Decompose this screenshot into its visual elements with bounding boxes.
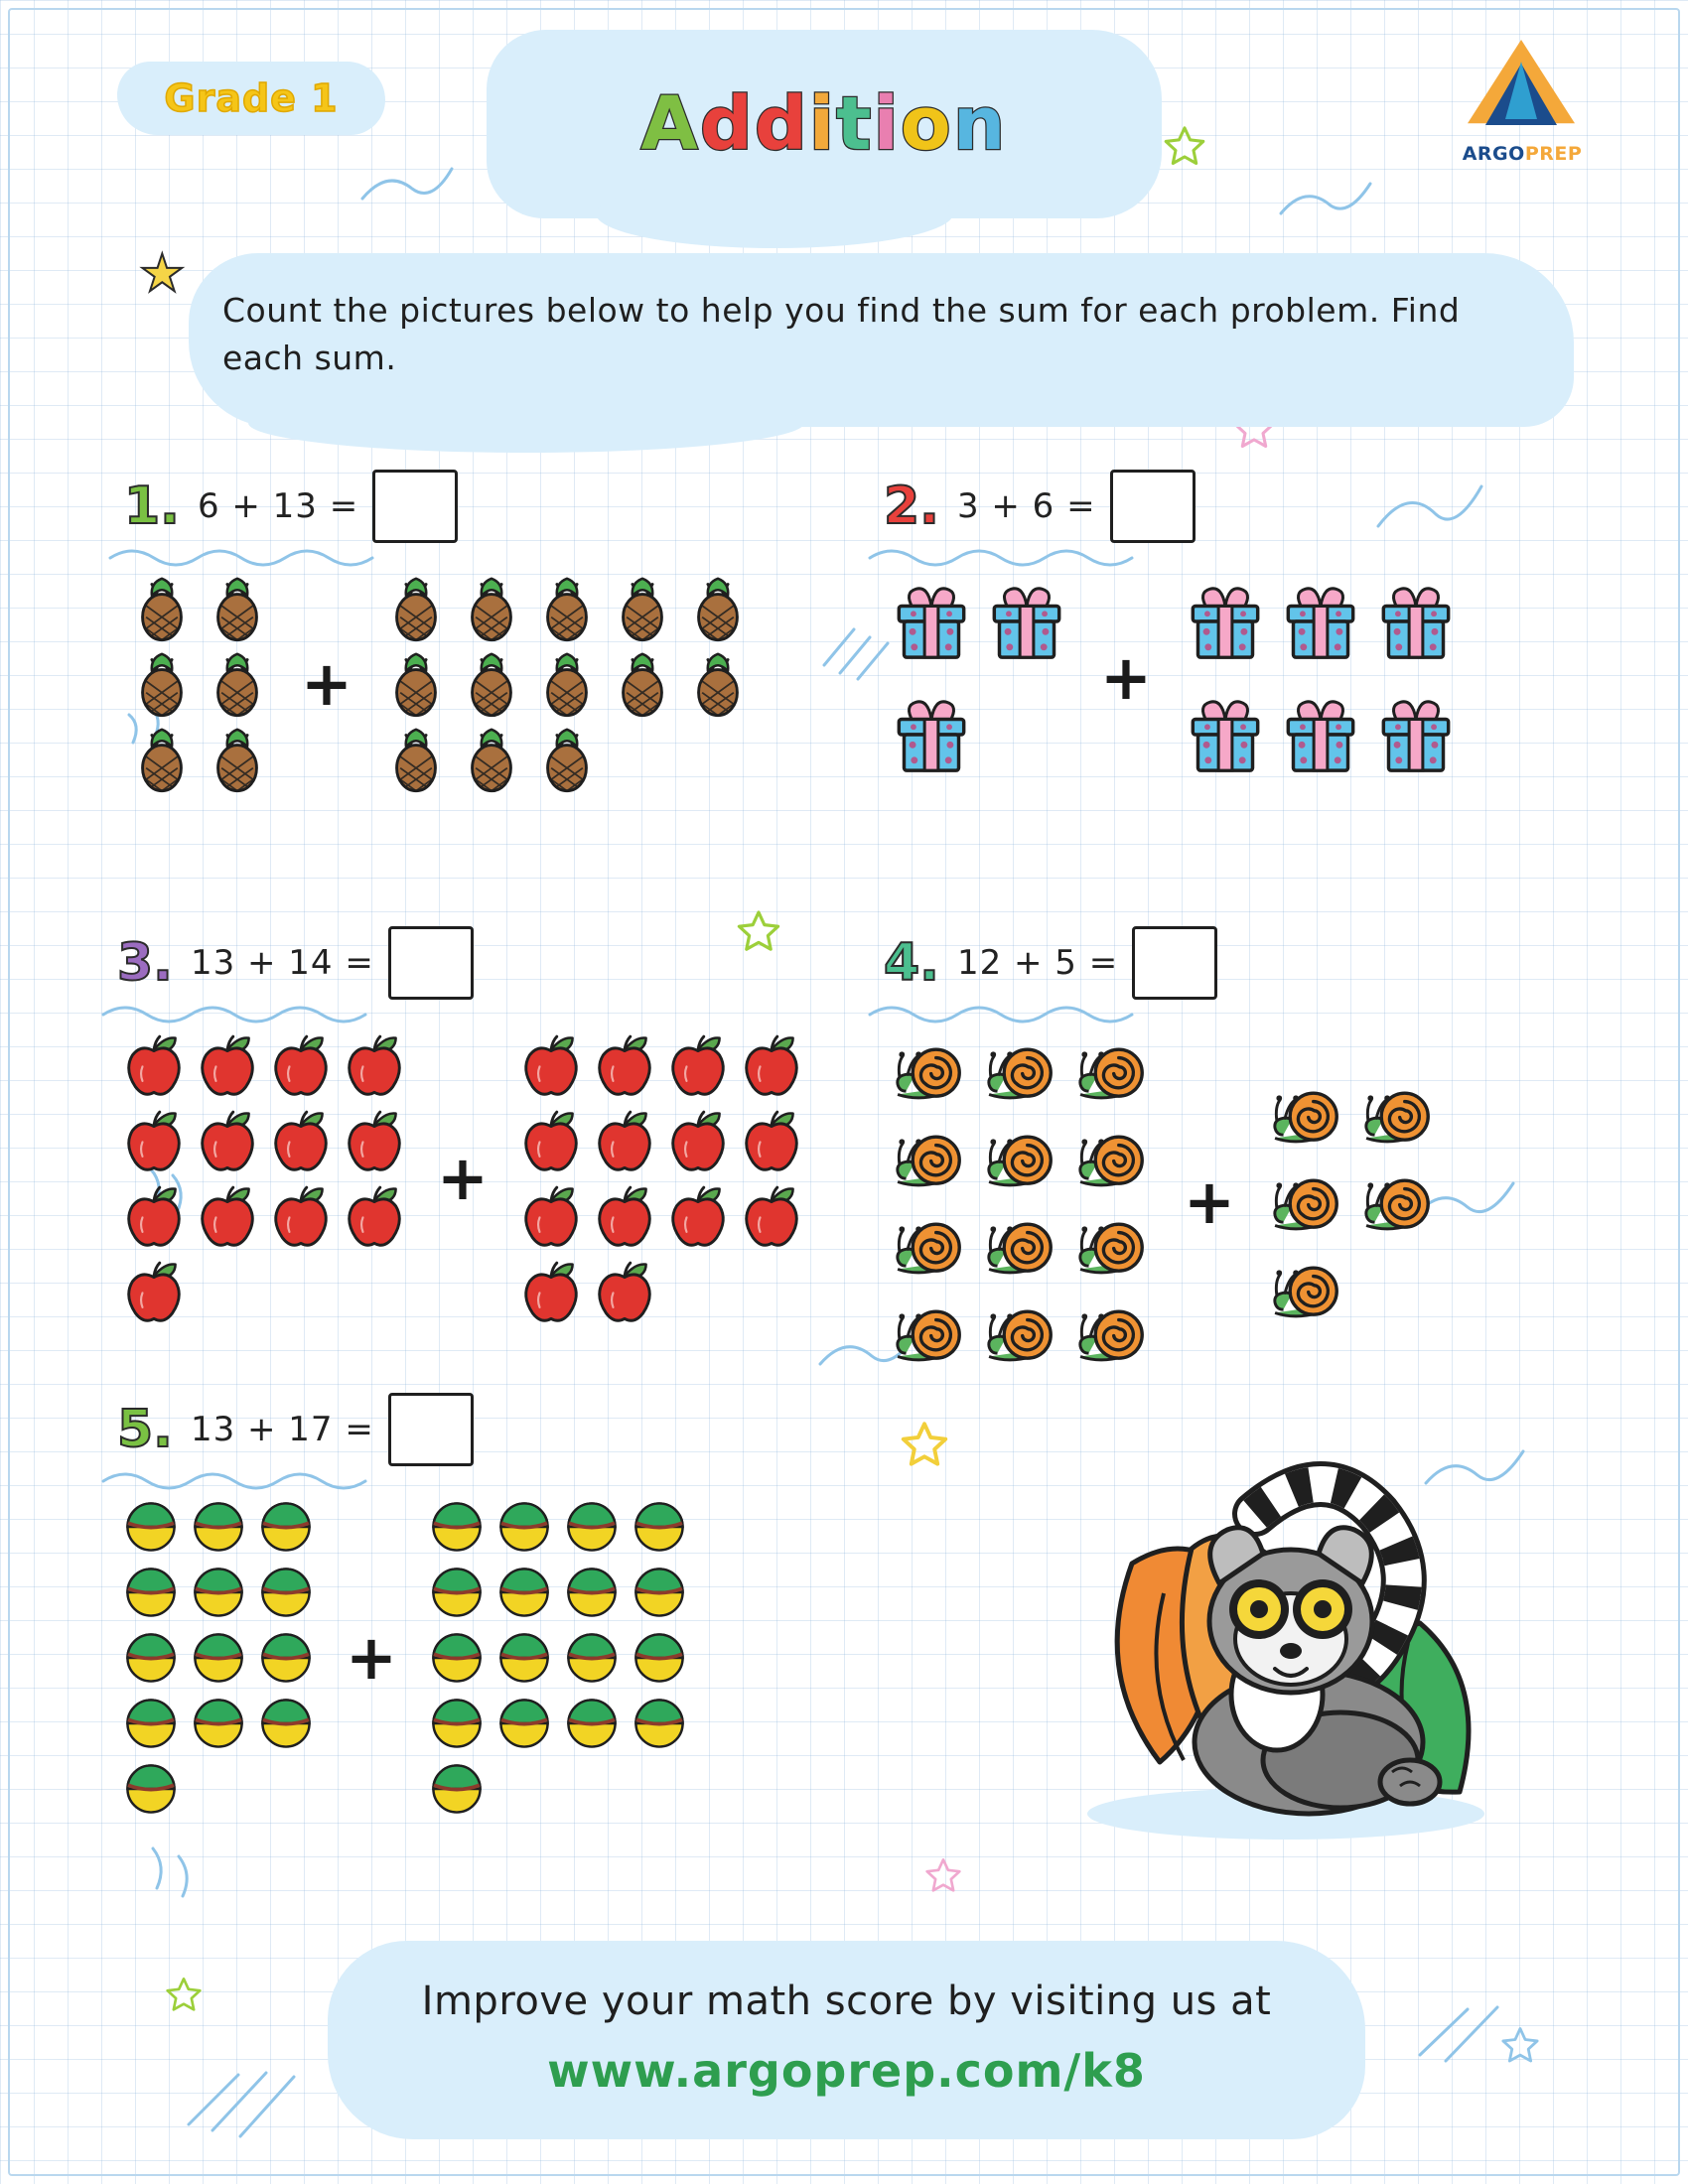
ball-icon xyxy=(120,1627,182,1689)
apple-icon xyxy=(736,1180,807,1252)
ball-icon xyxy=(188,1627,249,1689)
ball-icon xyxy=(120,1758,182,1820)
picture-cell xyxy=(252,1495,320,1559)
picture-groups xyxy=(884,572,1464,784)
gift-icon xyxy=(889,692,974,777)
picture-cell xyxy=(252,1626,320,1690)
picture-cell xyxy=(626,1561,693,1624)
pineapple-icon xyxy=(531,573,603,644)
picture-cell xyxy=(514,1255,588,1328)
footer-banner xyxy=(328,1941,1365,2139)
picture-cell xyxy=(378,723,454,796)
underline-squiggle xyxy=(97,1465,425,1491)
picture-cell xyxy=(338,1179,411,1253)
instruction-banner xyxy=(189,253,1574,427)
snail-icon xyxy=(1070,1204,1154,1288)
picture-cell xyxy=(264,1179,338,1253)
plus-sign: + xyxy=(437,1142,489,1214)
snail-icon xyxy=(1265,1160,1348,1244)
argoprep-logo[interactable] xyxy=(1448,40,1597,169)
apple-icon xyxy=(589,1180,660,1252)
picture-cell xyxy=(1261,1247,1352,1332)
ball-icon xyxy=(629,1496,690,1558)
picture-cell xyxy=(884,1291,975,1376)
ball-icon xyxy=(629,1562,690,1623)
grade-label: Grade 1 xyxy=(164,76,339,120)
picture-cell xyxy=(423,1626,491,1690)
snail-icon xyxy=(1265,1248,1348,1331)
problem-number: 3. xyxy=(117,933,173,993)
instruction-text: Count the pictures below to help you find the sum for each problem. Find each sum. xyxy=(222,291,1461,377)
snail-icon xyxy=(1356,1160,1440,1244)
problem-expression: 12 + 5 = xyxy=(956,943,1119,983)
snail-icon xyxy=(979,1029,1062,1113)
picture-group xyxy=(117,1495,320,1821)
logo-text-primary: ARGO xyxy=(1462,143,1525,165)
pineapple-icon xyxy=(531,648,603,720)
ball-icon xyxy=(426,1627,488,1689)
picture-cell xyxy=(124,572,200,645)
picture-group xyxy=(514,1028,808,1328)
picture-cell xyxy=(191,1028,264,1102)
picture-cell xyxy=(588,1179,661,1253)
picture-cell xyxy=(884,1028,975,1114)
apple-icon xyxy=(265,1029,337,1101)
ball-icon xyxy=(629,1627,690,1689)
apple-icon xyxy=(339,1105,410,1176)
picture-cell xyxy=(588,1028,661,1102)
logo-text xyxy=(1448,143,1597,165)
picture-cell xyxy=(680,647,756,721)
pineapple-icon xyxy=(607,573,678,644)
picture-cell xyxy=(1273,572,1368,671)
problem-2 xyxy=(884,467,1464,784)
problem-5 xyxy=(117,1390,693,1821)
picture-cell xyxy=(1368,572,1464,671)
picture-cell xyxy=(264,1104,338,1177)
picture-cell xyxy=(975,1116,1066,1201)
picture-cell xyxy=(185,1626,252,1690)
picture-cell xyxy=(191,1179,264,1253)
snail-icon xyxy=(1070,1029,1154,1113)
star-icon: ★ xyxy=(139,244,186,304)
picture-cell xyxy=(735,1028,808,1102)
problem-number: 4. xyxy=(884,933,939,993)
picture-cell xyxy=(605,572,680,645)
picture-cell xyxy=(558,1626,626,1690)
picture-cell xyxy=(1178,685,1273,784)
ball-icon xyxy=(426,1562,488,1623)
apple-icon xyxy=(589,1256,660,1327)
snail-icon xyxy=(979,1292,1062,1375)
pineapple-icon xyxy=(531,724,603,795)
picture-cell xyxy=(117,1757,185,1821)
problem-number: 2. xyxy=(884,477,939,536)
title-letter: i xyxy=(873,81,901,167)
picture-cell xyxy=(264,1028,338,1102)
answer-box[interactable] xyxy=(388,1393,474,1466)
snail-icon xyxy=(1070,1117,1154,1200)
problem-number: 1. xyxy=(124,477,180,536)
gift-icon xyxy=(1373,579,1459,664)
ball-icon xyxy=(493,1693,555,1754)
picture-cell xyxy=(588,1104,661,1177)
pineapple-icon xyxy=(682,573,754,644)
ball-icon xyxy=(561,1627,623,1689)
picture-cell xyxy=(491,1692,558,1755)
picture-groups xyxy=(884,1028,1444,1376)
ball-icon xyxy=(255,1693,317,1754)
apple-icon xyxy=(515,1105,587,1176)
picture-cell xyxy=(491,1495,558,1559)
picture-group xyxy=(884,1028,1158,1376)
picture-group xyxy=(1178,572,1464,784)
picture-cell xyxy=(252,1692,320,1755)
picture-cell xyxy=(735,1179,808,1253)
problem-header xyxy=(124,467,756,546)
apple-icon xyxy=(589,1105,660,1176)
gift-icon xyxy=(1278,579,1363,664)
picture-cell xyxy=(117,1028,191,1102)
ball-icon xyxy=(426,1758,488,1820)
picture-groups xyxy=(117,1028,808,1328)
ball-icon xyxy=(188,1562,249,1623)
picture-cell xyxy=(423,1692,491,1755)
problem-4 xyxy=(884,923,1444,1376)
problem-header xyxy=(884,467,1464,546)
picture-cell xyxy=(117,1495,185,1559)
ball-icon xyxy=(561,1693,623,1754)
picture-cell xyxy=(626,1495,693,1559)
snail-icon xyxy=(888,1029,971,1113)
picture-group xyxy=(884,572,1074,784)
underline-squiggle xyxy=(97,999,425,1024)
plus-sign: + xyxy=(346,1621,397,1694)
apple-icon xyxy=(589,1029,660,1101)
picture-cell xyxy=(117,1255,191,1328)
title-letter: n xyxy=(952,81,1008,167)
title-letter: o xyxy=(900,81,953,167)
snail-icon xyxy=(1070,1292,1154,1375)
apple-icon xyxy=(192,1105,263,1176)
pineapple-icon xyxy=(456,573,527,644)
apple-icon xyxy=(662,1180,734,1252)
picture-cell xyxy=(1066,1291,1158,1376)
apple-icon xyxy=(118,1105,190,1176)
title-letter: d xyxy=(699,81,755,167)
picture-cell xyxy=(661,1104,735,1177)
apple-icon xyxy=(118,1180,190,1252)
picture-cell xyxy=(423,1757,491,1821)
picture-group xyxy=(423,1495,693,1821)
apple-icon xyxy=(118,1256,190,1327)
picture-cell xyxy=(117,1179,191,1253)
picture-cell xyxy=(661,1028,735,1102)
ball-icon xyxy=(188,1693,249,1754)
picture-cell xyxy=(117,1104,191,1177)
picture-cell xyxy=(191,1104,264,1177)
picture-cell xyxy=(975,1291,1066,1376)
picture-groups xyxy=(124,572,756,796)
problem-expression: 3 + 6 = xyxy=(956,486,1096,526)
picture-cell xyxy=(338,1104,411,1177)
gift-icon xyxy=(1183,692,1268,777)
picture-cell xyxy=(514,1179,588,1253)
pineapple-icon xyxy=(126,648,198,720)
underline-squiggle xyxy=(104,542,432,568)
problem-header xyxy=(117,1390,693,1469)
pineapple-icon xyxy=(202,648,273,720)
gift-icon xyxy=(889,579,974,664)
ball-icon xyxy=(493,1496,555,1558)
snail-icon xyxy=(888,1117,971,1200)
picture-cell xyxy=(1066,1203,1158,1289)
picture-group xyxy=(378,572,756,796)
footer-tagline: Improve your math score by visiting us at xyxy=(421,1979,1272,2024)
pineapple-icon xyxy=(456,724,527,795)
picture-cell xyxy=(1066,1028,1158,1114)
gift-icon xyxy=(1373,692,1459,777)
picture-cell xyxy=(491,1626,558,1690)
picture-cell xyxy=(378,647,454,721)
apple-icon xyxy=(515,1180,587,1252)
ball-icon xyxy=(426,1693,488,1754)
plus-sign: + xyxy=(301,647,352,720)
picture-cell xyxy=(1261,1072,1352,1158)
picture-cell xyxy=(1273,685,1368,784)
ball-icon xyxy=(629,1693,690,1754)
picture-cell xyxy=(124,723,200,796)
picture-cell xyxy=(514,1028,588,1102)
apple-icon xyxy=(662,1029,734,1101)
footer-url[interactable]: www.argoprep.com/k8 xyxy=(547,2044,1146,2098)
plus-sign: + xyxy=(1184,1165,1235,1238)
apple-icon xyxy=(265,1105,337,1176)
lemur-drawing xyxy=(1043,1444,1509,1842)
pineapple-icon xyxy=(202,573,273,644)
picture-cell xyxy=(185,1692,252,1755)
snail-icon xyxy=(1265,1073,1348,1157)
title-letter: A xyxy=(640,81,700,167)
picture-cell xyxy=(605,647,680,721)
apple-icon xyxy=(662,1105,734,1176)
picture-cell xyxy=(975,1203,1066,1289)
answer-box[interactable] xyxy=(372,470,458,543)
problem-header xyxy=(884,923,1444,1003)
problem-expression: 13 + 17 = xyxy=(190,1410,374,1449)
gift-icon xyxy=(1278,692,1363,777)
ball-icon xyxy=(120,1562,182,1623)
picture-cell xyxy=(491,1561,558,1624)
snail-icon xyxy=(979,1204,1062,1288)
ball-icon xyxy=(255,1562,317,1623)
pineapple-icon xyxy=(607,648,678,720)
gift-icon xyxy=(984,579,1069,664)
picture-cell xyxy=(1261,1160,1352,1245)
ball-icon xyxy=(120,1496,182,1558)
title-letter: t xyxy=(836,81,874,167)
title-banner xyxy=(487,30,1162,218)
ball-icon xyxy=(255,1496,317,1558)
underline-squiggle xyxy=(864,542,1192,568)
problem-expression: 13 + 14 = xyxy=(190,943,374,983)
picture-cell xyxy=(185,1561,252,1624)
problem-expression: 6 + 13 = xyxy=(197,486,359,526)
pineapple-icon xyxy=(380,648,452,720)
picture-cell xyxy=(680,572,756,645)
lemur-illustration xyxy=(1043,1444,1509,1842)
pineapple-icon xyxy=(126,724,198,795)
picture-cell xyxy=(529,723,605,796)
ball-icon xyxy=(493,1562,555,1623)
picture-cell xyxy=(117,1692,185,1755)
snail-icon xyxy=(888,1292,971,1375)
picture-cell xyxy=(423,1561,491,1624)
ball-icon xyxy=(493,1627,555,1689)
answer-box[interactable] xyxy=(1110,470,1196,543)
picture-cell xyxy=(200,572,275,645)
problem-number: 5. xyxy=(117,1400,173,1459)
logo-text-secondary: PREP xyxy=(1524,143,1583,165)
picture-cell xyxy=(200,647,275,721)
ball-icon xyxy=(561,1496,623,1558)
picture-cell xyxy=(252,1561,320,1624)
picture-cell xyxy=(200,723,275,796)
picture-group xyxy=(117,1028,411,1328)
problem-1 xyxy=(124,467,756,796)
pineapple-icon xyxy=(380,724,452,795)
snail-icon xyxy=(979,1117,1062,1200)
picture-cell xyxy=(884,1203,975,1289)
apple-icon xyxy=(515,1256,587,1327)
title-letter: i xyxy=(808,81,837,167)
picture-cell xyxy=(884,685,979,784)
title-letter: d xyxy=(754,81,809,167)
problem-3 xyxy=(117,923,808,1328)
underline-squiggle xyxy=(864,999,1192,1024)
picture-cell xyxy=(558,1495,626,1559)
apple-icon xyxy=(339,1180,410,1252)
grade-badge xyxy=(117,62,385,135)
picture-group xyxy=(124,572,275,796)
apple-icon xyxy=(265,1180,337,1252)
snail-icon xyxy=(888,1204,971,1288)
plus-sign: + xyxy=(1100,641,1152,714)
picture-cell xyxy=(514,1104,588,1177)
picture-cell xyxy=(975,1028,1066,1114)
pineapple-icon xyxy=(682,648,754,720)
ball-icon xyxy=(255,1627,317,1689)
picture-cell xyxy=(661,1179,735,1253)
picture-cell xyxy=(1352,1072,1444,1158)
picture-cell xyxy=(1352,1160,1444,1245)
problem-header xyxy=(117,923,808,1003)
pineapple-icon xyxy=(202,724,273,795)
picture-cell xyxy=(1066,1116,1158,1201)
picture-cell xyxy=(378,572,454,645)
apple-icon xyxy=(515,1029,587,1101)
picture-cell xyxy=(117,1626,185,1690)
picture-cell xyxy=(338,1028,411,1102)
ball-icon xyxy=(426,1496,488,1558)
picture-cell xyxy=(626,1626,693,1690)
pineapple-icon xyxy=(126,573,198,644)
picture-cell xyxy=(454,647,529,721)
ball-icon xyxy=(188,1496,249,1558)
picture-cell xyxy=(884,572,979,671)
ball-icon xyxy=(561,1562,623,1623)
answer-box[interactable] xyxy=(388,926,474,1000)
picture-cell xyxy=(1368,685,1464,784)
picture-cell xyxy=(558,1692,626,1755)
pineapple-icon xyxy=(380,573,452,644)
pineapple-icon xyxy=(456,648,527,720)
picture-cell xyxy=(1178,572,1273,671)
apple-icon xyxy=(339,1029,410,1101)
apple-icon xyxy=(118,1029,190,1101)
picture-cell xyxy=(454,723,529,796)
answer-box[interactable] xyxy=(1132,926,1217,1000)
picture-cell xyxy=(529,572,605,645)
picture-cell xyxy=(626,1692,693,1755)
picture-cell xyxy=(588,1255,661,1328)
picture-cell xyxy=(558,1561,626,1624)
picture-cell xyxy=(529,647,605,721)
apple-icon xyxy=(736,1105,807,1176)
apple-icon xyxy=(192,1029,263,1101)
picture-groups xyxy=(117,1495,693,1821)
picture-cell xyxy=(979,572,1074,671)
ball-icon xyxy=(120,1693,182,1754)
picture-cell xyxy=(117,1561,185,1624)
page-title xyxy=(641,81,1008,167)
picture-cell xyxy=(735,1104,808,1177)
gift-icon xyxy=(1183,579,1268,664)
picture-cell xyxy=(884,1116,975,1201)
apple-icon xyxy=(736,1029,807,1101)
snail-icon xyxy=(1356,1073,1440,1157)
picture-cell xyxy=(423,1495,491,1559)
picture-cell xyxy=(454,572,529,645)
picture-cell xyxy=(124,647,200,721)
picture-group xyxy=(1261,1072,1444,1332)
apple-icon xyxy=(192,1180,263,1252)
picture-cell xyxy=(185,1495,252,1559)
